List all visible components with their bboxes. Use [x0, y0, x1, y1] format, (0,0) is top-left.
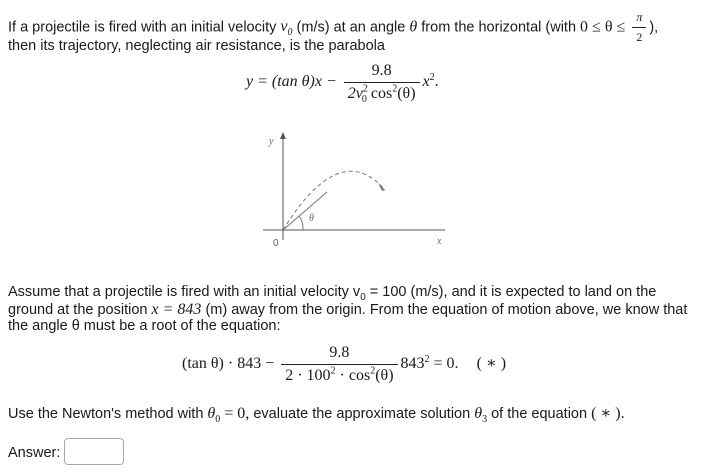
root-numerator: 9.8 — [329, 344, 350, 361]
parabola-x: x — [422, 73, 430, 91]
trajectory-path — [283, 171, 385, 230]
intro-line-2: then its trajectory, neglecting air resistance, is the parabola — [8, 38, 385, 54]
angle-arc — [299, 216, 303, 230]
landing-position: x = 843 — [151, 301, 202, 318]
root-lhs: (tan θ) · 843 − — [182, 355, 275, 373]
x-axis-label: x — [437, 236, 442, 247]
assume-line-3: the angle θ must be a root of the equation: — [8, 318, 281, 334]
intro-from-text: from the horizontal (with — [421, 19, 577, 36]
assume-line-1: Assume that a projectile is fired with an initial velocity $v_0 = 100$ (m/s), and it is expected to land on the — [8, 284, 657, 303]
newton-text-a: Use the Newton's method with — [8, 406, 204, 422]
root-rhs: 843 — [400, 355, 425, 373]
newton-tag: ( ∗ ). — [591, 405, 625, 422]
parabola-numerator: 9.8 — [371, 62, 392, 79]
y-axis-label: y — [269, 136, 274, 147]
assume-line-2 — [8, 301, 687, 319]
assume-eq: = 100 (m/s), and it is expected to land on the — [365, 284, 657, 300]
intro-text: If a projectile is fired with an initial velocity — [8, 19, 277, 36]
trajectory-graph — [255, 128, 455, 254]
parabola-fraction — [344, 62, 420, 106]
answer-label: Answer: — [8, 445, 61, 461]
equation-tag: ( ∗ ) — [476, 355, 507, 373]
theta3-symbol: $\theta_3$ — [474, 405, 488, 426]
assume-text-2a: ground at the position — [8, 302, 148, 318]
parabola-lhs: y = (tan θ)x − — [246, 73, 337, 91]
intro-units-text: (m/s) at an angle — [296, 19, 406, 36]
angle-condition: 0 ≤ θ ≤ — [580, 18, 626, 36]
newton-line — [8, 403, 625, 426]
intro-close: ), — [649, 19, 659, 36]
answer-input[interactable] — [64, 438, 124, 465]
newton-text-b: evaluate the approximate solution — [253, 406, 471, 422]
trajectory-arrow — [378, 183, 385, 191]
assume-text-2b: (m) away from the origin. From the equation of motion above, we know that — [205, 302, 688, 318]
root-fraction — [281, 344, 397, 385]
launch-direction-line — [283, 192, 327, 230]
theta0-expr: $\theta_0 = 0$, — [207, 405, 250, 426]
parabola-denominator: $2v^2_0$ $\cos^2(\theta)$ — [344, 82, 420, 103]
angle-label: θ — [309, 213, 314, 224]
assume-text-1: Assume that a projectile is fired with an initial velocity v — [8, 284, 361, 300]
newton-text-c: of the equation — [491, 406, 588, 422]
pi-over-two: $\frac{\pi}{2}$ — [632, 10, 646, 45]
root-equation: (tan θ) · 843 − $\frac{9.8}{2 \cdot 100^2 \cdot \cos^2(\theta)}$ $843^2 = 0$. ( ∗ ) — [182, 344, 507, 384]
origin-label: 0 — [273, 238, 279, 249]
theta-symbol: θ — [409, 18, 418, 36]
parabola-equation: y = (tan θ)x − $\frac{9.8}{2v^2_0 \cos^2(\theta)}$ $x^2$. — [246, 62, 439, 106]
v0-symbol: $v_0$ — [280, 18, 293, 39]
root-denominator: $2 \cdot 100^2 \cdot \cos^2(\theta)$ — [281, 364, 397, 385]
y-axis-arrow — [280, 132, 286, 139]
